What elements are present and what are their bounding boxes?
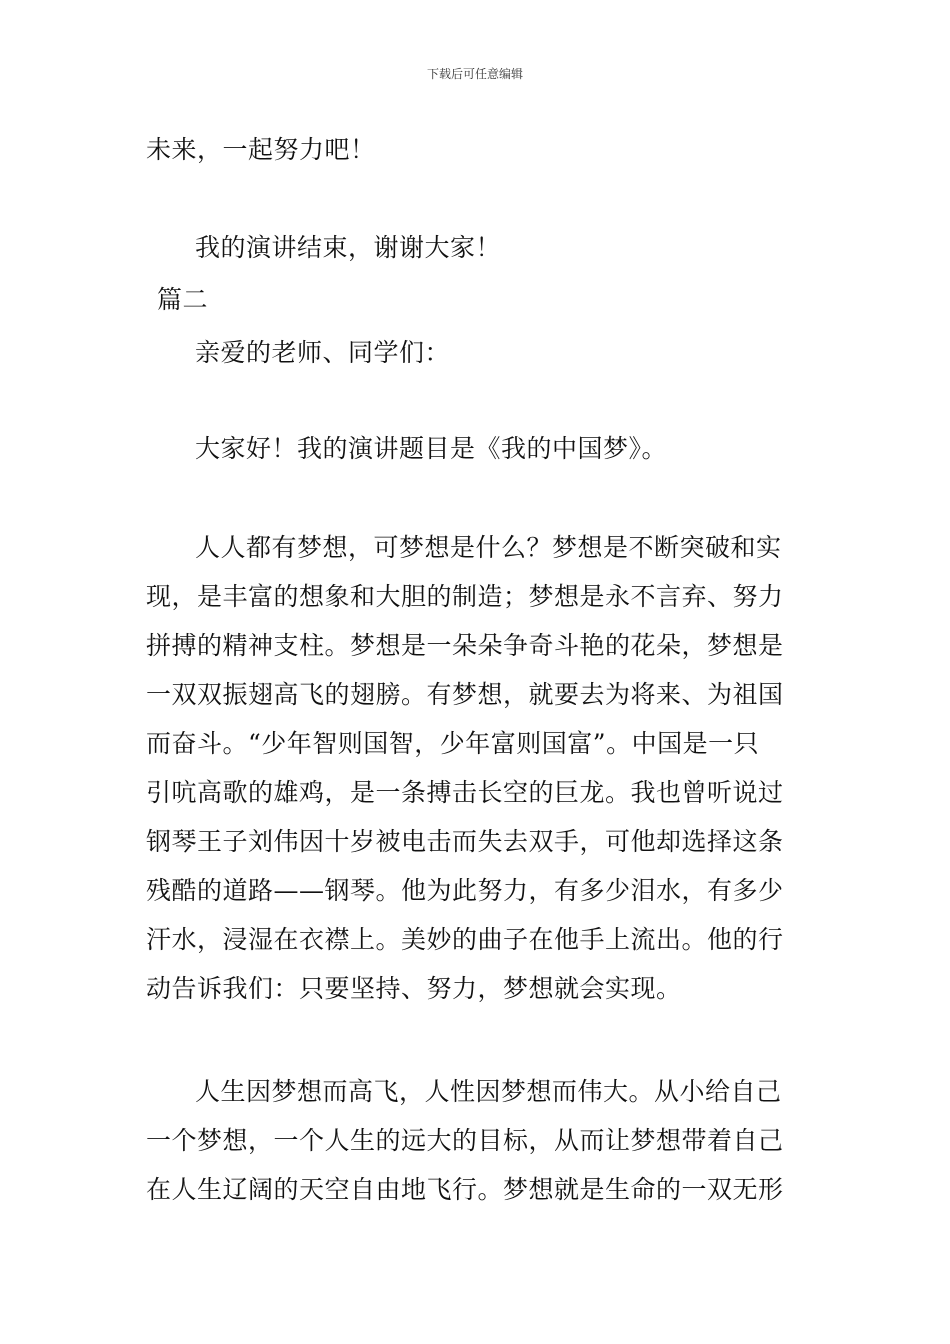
text-line: 大家好！我的演讲题目是《我的中国梦》。 (195, 434, 668, 463)
text-line: 我的演讲结束，谢谢大家！ (195, 233, 502, 262)
text-line: 人人都有梦想，可梦想是什么？梦想是不断突破和实 (195, 533, 782, 562)
text-line: 钢琴王子刘伟因十岁被电击而失去双手，可他却选择这条 (146, 827, 784, 856)
text-line: 而奋斗。“少年智则国智，少年富则国富”。中国是一只 (146, 729, 760, 758)
text-line: 汗水，浸湿在衣襟上。美妙的曲子在他手上流出。他的行 (146, 925, 784, 954)
text-line: 一个梦想，一个人生的远大的目标，从而让梦想带着自己 (146, 1126, 784, 1155)
text-line: 残酷的道路——钢琴。他为此努力，有多少泪水，有多少 (146, 876, 784, 905)
text-line: 在人生辽阔的天空自由地飞行。梦想就是生命的一双无形 (146, 1175, 784, 1204)
text-line: 一双双振翅高飞的翅膀。有梦想，就要去为将来、为祖国 (146, 680, 784, 709)
text-line: 人生因梦想而高飞，人性因梦想而伟大。从小给自己 (195, 1077, 782, 1106)
text-line: 动告诉我们：只要坚持、努力，梦想就会实现。 (146, 974, 682, 1003)
text-line: 亲爱的老师、同学们： (195, 338, 451, 367)
text-line: 引吭高歌的雄鸡，是一条搏击长空的巨龙。我也曾听说过 (146, 778, 784, 807)
text-line: 未来，一起努力吧！ (146, 135, 376, 164)
page-header-note: 下载后可任意编辑 (426, 67, 523, 81)
text-line: 现，是丰富的想象和大胆的制造；梦想是永不言弃、努力 (146, 582, 784, 611)
section-heading: 篇二 (157, 285, 209, 314)
text-line: 拼搏的精神支柱。梦想是一朵朵争奇斗艳的花朵，梦想是 (146, 631, 784, 660)
